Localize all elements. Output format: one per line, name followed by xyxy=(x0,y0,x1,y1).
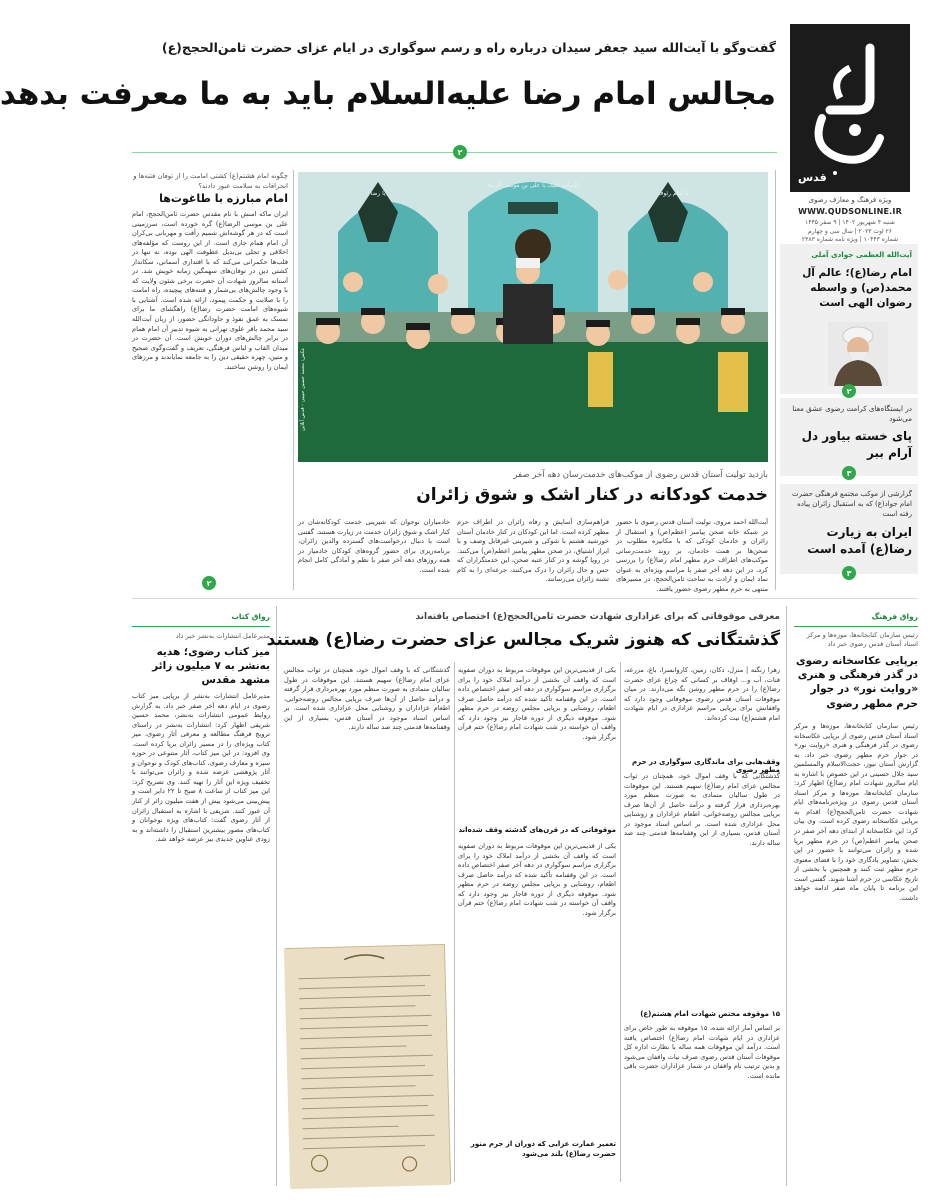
right-box-2-kicker: در ایستگاه‌های کرامت رضوی عشق معنا می‌شود xyxy=(792,404,912,424)
left-kicker: چگونه امام هشتم(ع) کشتی امامت را از توفان فتنه‌ها و انحرافات به سلامت عبور دادند؟ xyxy=(133,172,288,190)
main-photo xyxy=(298,172,768,462)
right-box-1-kicker: آیت‌الله العظمی جوادی آملی xyxy=(811,250,912,259)
cleric-portrait xyxy=(828,322,888,386)
lower-left-section-rule xyxy=(132,626,270,627)
left-body: ایران ماکه امنش با نام مقدس حضرت ثامن‌الحجج، امام علی بن موسی الرضا(ع) گره خورده است، سرزمینی است که در هر گوشه‌اش شمیم رأفت و مهربانی بی‌کران آن امام همام جاری است. از این روست که مؤلفه‌های اخلاقی و تجلی بی‌بدیل عطوفت الهی بوده، نه تنها در قلب‌ها حکمرانی می‌کند که با اقتداری آسمانی، سکاندار کشتی دین در توفان‌های سهمگین زمانه خویش شد. در آستانه سالروز شهادت آن حضرت برخی شئون ولایت که با وجود چالش‌های بی‌شمار و فتنه‌های پیچیده، راه امامت را با صلابت و حکمت پیمود، ارائه شده است. آشنایی با شیوه‌های امامت حضرت رضا(ع) راهگشای ما برای تمسک به عمق نفوذ و جاودانگی حضور، از زبان آیت‌الله سید محمد باقر علوی تهرانی به شیوه تدبیر آن امام همام در برابر چالش‌های دوران خویش است. آن حضرت در میدان القاب و لباس فرهنگی، تعریف و گفت‌وگوی صحیح و متین، چهره حقیقی دین را به جامعه نمایاندند و مرزهای ایمان را روشن ساختند. xyxy=(132,210,288,371)
right-box-1[interactable] xyxy=(780,244,918,394)
right-box-3[interactable] xyxy=(780,484,918,578)
page-ref-badge[interactable]: ۲ xyxy=(453,145,467,159)
lower-center-body3: بر اساس آمار ارائه شده، ۱۵ موقوفه به طور خاص برای عزاداری در ایام شهادت امام رضا(ع) اختصاص یافته است. درآمد این موقوفات همه ساله با نظارت اداره کل موقوفات آستان قدس رضوی صرف نیات واقفان می‌شود و بدین ترتیب نام واقفان در شمار عزاداران حضرت باقی مانده است. xyxy=(624,1024,780,1080)
document-scan xyxy=(284,945,450,1189)
date-line: شنبه ۴ شهریور ۱۴۰۲ | ۹ صفر ۱۴۴۵ xyxy=(805,219,895,226)
lower-right-section: رواق فرهنگ xyxy=(871,612,918,621)
center-title: خدمت کودکانه در کنار اشک و شوق زائران xyxy=(416,485,768,505)
lower-center-sub1: وقف‌هایی برای ماندگاری سوگواری در حرم مطهر رضوی xyxy=(632,758,780,774)
lower-center-sub2: موقوفاتی که در قرن‌های گذشته وقف شده‌اند xyxy=(458,826,616,834)
date-line: ۲۶ اوت ۲۰۲۳ | سال سی و چهارم xyxy=(808,227,892,235)
left-title: امام مبارزه با طاغوت‌ها xyxy=(159,192,288,205)
lower-right-kicker: رئیس سازمان کتابخانه‌ها، موزه‌ها و مرکز اسناد آستان قدس رضوی خبر داد xyxy=(806,631,918,649)
right-box-2[interactable] xyxy=(780,398,918,476)
fold-rule xyxy=(132,598,918,599)
lower-left-kicker: مدیرعامل انتشارات به‌نشر خبر داد xyxy=(175,632,270,640)
center-col-3: خادمیاران نوجوان که شیرینی خدمت کودکانه‌شان در کنار اشک و شوق زائران خدمت در زیارت هستند. گفتنی است با دنبال درخواست‌های گسترده والدین زائران، برنامه‌ریزی برای حضور گروه‌های کودکان خادمیار در همه روزهای دهه آخر صفر با نظم و آمادگی کامل انجام شده است. xyxy=(298,518,450,574)
lower-left-body: مدیرعامل انتشارات به‌نشر از برپایی میز کتاب رضوی در ایام دهه آخر صفر خبر داد. به گزارش روابط عمومی انتشارات به‌نشر، محمد حسین شریفی اظهار کرد: انتشارات به‌نشر در راستای ترویج فرهنگ مطالعه و معرفی آثار رضوی، میز کتاب ویژه‌ای را در مسیر زائران برپا کرده است. وی افزود: در این میز کتاب، آثار متنوعی در حوزه سیره و معارف رضوی، کتاب‌های کودک و نوجوان و آثار پژوهشی عرضه شده و زائران می‌توانند با تخفیف ویژه این آثار را تهیه کنند. وی تصریح کرد: این میز کتاب از ساعت ۸ صبح تا ۲۲ دایر است و پیش‌بینی می‌شود بیش از هفت میلیون زائر از کنار آن عبور کنند. شریفی با اشاره به استقبال زائران از آثار رضوی گفت: کتاب‌های ویژه نوجوانان و کتاب‌های مصور بیشترین استقبال را داشته‌اند و به زودی عناوین جدیدی نیز عرضه خواهد شد. xyxy=(132,692,270,844)
logo-sub: قدس xyxy=(798,171,827,184)
lower-center-sub3: ۱۵ موقوفه مختص شهادت امام هشتم(ع) xyxy=(640,1010,780,1018)
right-box-1-title: امام رضا(ع)؛ عالم آل محمد(ص) و واسطه رضوان الهی است xyxy=(802,267,912,310)
photo-scene xyxy=(298,172,768,462)
photo-banner: السلام علیک یا علی بن موسی الرضا xyxy=(487,182,579,189)
lower-right-title: برپایی عکاسخانه رضوی در گذر فرهنگی و هنری «روایت نور» در جوار حرم مطهر رضوی xyxy=(795,655,918,710)
center-kicker: بازدید تولیت آستان قدس رضوی از موکب‌های خدمت‌رسان دهه آخر صفر xyxy=(513,470,768,480)
lower-left-section: رواق کتاب xyxy=(231,612,270,621)
headline-title: مجالس امام رضا علیه‌السلام باید به ما معرفت بدهد xyxy=(0,76,776,112)
logo-mark-icon xyxy=(800,38,900,178)
masthead-website[interactable]: WWW.QUDSONLINE.IR xyxy=(798,207,902,216)
lower-center-sub4: تعمیر عمارت عزایی که دوران از حرم منور حضرت رضا(ع) بلند می‌شود xyxy=(470,1140,616,1158)
lower-center-body2b: یکی از قدیمی‌ترین این موقوفات مربوط به دوران صفویه است که واقف آن بخشی از درآمد املاک خود را برای برگزاری مراسم سوگواری در دهه آخر صفر اختصاص داده است. در این وقفنامه تأکید شده که درآمد حاصل صرف اطعام، روشنایی و برپایی مجلس روضه در حرم مطهر شود. موقوفه دیگری از دوره قاجار نیز وجود دارد که واقف آن خواسته در شب شهادت امام رضا(ع) ختم قرآن برگزار شود. xyxy=(458,842,616,917)
lower-center-intro: زهرا زنگنه | منزل، دکان، زمین، کاروانسرا، باغ، مزرعه، قنات، آب و... اوقاف بر کسانی که چراغ عزای حضرت رضا(ع) را در حرم مطهر روشن نگه می‌دارند. در میان موقوفات آستان قدس رضوی موقوفاتی وجود دارد که واقفانش برای برپایی مراسم عزاداری در ایام شهادت امام هشتم(ع) نیت کرده‌اند. xyxy=(624,666,780,722)
right-box-3-title: ایران به زیارت رضا(ع) آمده است xyxy=(807,525,912,557)
lower-right-section-rule xyxy=(794,626,918,627)
lower-right-rule xyxy=(786,606,787,1186)
lower-left-rule xyxy=(276,606,277,1186)
photo-banner: یا امام رئوف xyxy=(657,190,689,197)
right-box-2-title: پای خسته بیاور دل آرام ببر xyxy=(801,429,912,461)
masthead-logo-box xyxy=(790,24,910,192)
lower-center-rule-2 xyxy=(454,662,455,1182)
lower-center-kicker: معرفی موقوفاتی که برای عزاداری شهادت حضرت ثامن‌الحجج(ع) اختصاص یافته‌اند xyxy=(415,612,780,622)
lower-center-body1b: گذشتگانی که با وقف اموال خود، همچنان در ثواب مجالس عزای امام رضا(ع) سهیم هستند. این موقوفات در طول سالیان متمادی به صورت منظم مورد بهره‌برداری قرار گرفته و درآمد حاصل از آن‌ها صرف برپایی مجالس روضه‌خوانی، اطعام عزاداران و روشنایی محل عزاداری شده است. بر اساس اسناد موجود در آستان قدس، بسیاری از این وقفنامه‌ها قدمتی چند صد ساله دارند. xyxy=(284,666,450,732)
lower-center-rule-1 xyxy=(620,662,621,1182)
right-column-rule xyxy=(775,170,776,590)
center-col-1: آیت‌الله احمد مروی، تولیت آستان قدس رضوی با حضور در شبکه خانه صحن پیامبر اعظم(ص) و استقبال از زائران و خادمان کودکی که با مکانیزه مطلوب در صحن‌ها بر همت خادمان، بر روند خدمت‌رسانی موکب‌های اطراف حرم مطهر امام رضا(ع) را بررسی کرد. در این دهه آخر صفر با مراسم ویژه‌ای به عنوان نماد ایمان و ارادت به ساحت ثامن‌الحجج، در مسیرهای منتهی به حرم مطهر رضوی حضور یافتند. xyxy=(616,518,768,593)
right-box-3-ref[interactable]: ۳ xyxy=(842,566,856,580)
photo-credit: عکس: محمد حسین حبیبی - قدس آنلاین xyxy=(300,348,306,432)
photo-banner: یا رضا xyxy=(370,190,386,197)
center-col-2: فراهم‌سازی آسایش و رفاه زائران در اطراف حرم مطهر کرده است. اما این کودکان در کنار خادمان آستان خورشید هشتم با شوکی و شیرینی غیرقابل وصف و با ابراز اشتیاق، در صحن مطهر پیامبر اعظم(ص) می‌کنند. در رویا گوشه و در کنار عتبه صحن، این خدمتگزاران که حس و حال زائران را درک می‌کنند، جرعه‌ای را به کام تشنه زائران می‌رسانند. xyxy=(457,518,609,584)
headline-kicker: گفت‌وگو با آیت‌الله سید جعفر سیدان درباره راه و رسم سوگواری در ایام عزای حضرت ثامن‌الحجج(ع) xyxy=(161,40,776,55)
lower-center-body2: یکی از قدیمی‌ترین این موقوفات مربوط به دوران صفویه است که واقف آن بخشی از درآمد املاک خود را برای برگزاری مراسم سوگواری در دهه آخر صفر اختصاص داده است. در این وقفنامه تأکید شده که درآمد حاصل صرف اطعام، روشنایی و برپایی مجلس روضه در حرم مطهر شود. موقوفه دیگری از دوره قاجار نیز وجود دارد که واقف آن خواسته در شب شهادت امام رضا(ع) ختم قرآن برگزار شود. xyxy=(458,666,616,741)
masthead-tagline: ویژه فرهنگ و معارف رضوی xyxy=(808,196,892,204)
right-box-1-ref[interactable]: ۲ xyxy=(842,384,856,398)
waqf-document-image xyxy=(285,944,451,1188)
right-box-2-ref[interactable]: ۳ xyxy=(842,466,856,480)
left-column-rule xyxy=(293,170,294,590)
left-page-ref[interactable]: ۲ xyxy=(202,576,216,590)
portrait-icon xyxy=(828,322,888,386)
date-line: شماره ۱۰۴۴۳ | ویژه نامه شماره ۲۳۸۳ xyxy=(801,236,899,244)
right-box-3-kicker: گزارشی از موکب مجتمع فرهنگی حضرت امام جواد(ع) که به استقبال زائران پیاده رفته است xyxy=(792,490,912,518)
lower-right-body: رئیس سازمان کتابخانه‌ها، موزه‌ها و مرکز اسناد آستان قدس رضوی از برپایی عکاسخانه رضوی در گذر فرهنگی و هنری «روایت نور» در جوار حرم مطهر رضوی خبر داد. به گزارش آستان نیوز، حجت‌الاسلام والمسلمین سید جلال حسینی در این خصوص با اشاره به ایام سالروز شهادت امام رضا(ع) اظهار کرد: سازمان کتابخانه‌ها، موزه‌ها و مرکز اسناد آستان قدس رضوی در ویژه‌برنامه‌های ایام شهادت حضرت ثامن‌الحجج(ع) اقدام به برپایی عکاسخانه رضوی کرده است. وی بیان کرد: این عکاسخانه از ابتدای دهه آخر صفر در صحن پیامبر اعظم(ص) در حرم مطهر برپا شده و زائران می‌توانند با حضور در این بخش، تصاویر یادگاری خود را با فضای معنوی حرم مطهر ثبت کنند و همچنین با بخشی از تاریخ عکاسی در حرم آشنا شوند. گفتنی است این برنامه تا پایان ماه صفر ادامه خواهد داشت. xyxy=(794,722,918,902)
masthead-dates xyxy=(790,219,910,245)
lower-center-body1: گذشتگانی که با وقف اموال خود، همچنان در ثواب مجالس عزای امام رضا(ع) سهیم هستند. این موقوفات در طول سالیان متمادی به صورت منظم مورد بهره‌برداری قرار گرفته و درآمد حاصل از آن‌ها صرف برپایی مجالس روضه‌خوانی، اطعام عزاداران و روشنایی محل عزاداری شده است. بر اساس اسناد موجود در آستان قدس، بسیاری از این وقفنامه‌ها قدمتی چند صد ساله دارند. xyxy=(624,772,780,847)
lower-center-title: گذشتگانی که هنوز شریک مجالس عزای حضرت رضا(ع) هستند xyxy=(266,630,780,650)
lower-left-title: میز کتاب رضوی؛ هدیه به‌نشر به ۷ میلیون زائر مشهد مقدس xyxy=(152,646,270,687)
